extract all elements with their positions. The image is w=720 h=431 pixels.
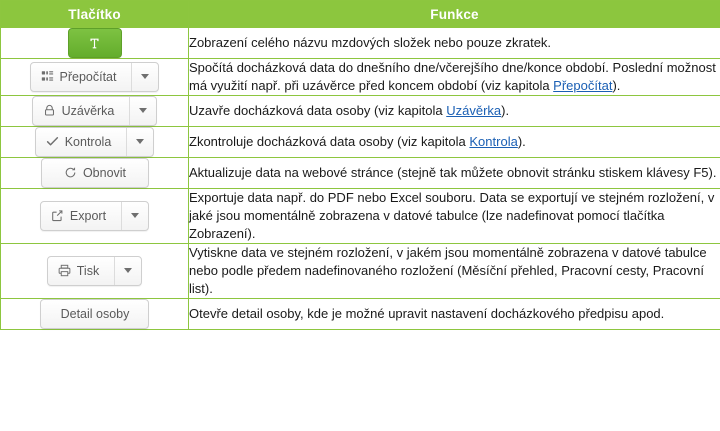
description-text: Exportuje data např. do PDF nebo Excel souboru. Data se exportují ve stejném rozložení, v jaké jsou momentálně zobrazena v datové tabulce (lze nadefinovat pomocí tlačítka Zobrazení). [189,189,715,241]
description-text: ). [612,77,621,93]
toolbar-button[interactable] [30,62,160,92]
caret-shape [141,74,149,79]
table-head [1,1,720,28]
table-row [1,188,720,243]
chevron-down-icon[interactable] [129,97,156,125]
export-icon [51,209,64,222]
toolbar-button[interactable] [41,158,149,188]
description-cell [189,157,720,188]
chapter-link[interactable]: Uzávěrka [446,102,502,118]
toolbar-button[interactable] [68,28,122,58]
check-icon [46,135,59,148]
description-text: Zkontroluje docházková data osoby (viz kapitola [189,133,470,149]
description-cell [189,126,720,157]
column-header-button: Tlačítko [1,1,189,28]
description-text: Zobrazení celého názvu mzdových složek nebo pouze zkratek. [189,35,552,51]
description-cell [189,28,720,59]
button-main-part[interactable] [54,159,135,187]
table-row [1,126,720,157]
chapter-link[interactable]: Přepočítat [553,77,613,93]
button-cell [1,95,189,126]
button-main-part[interactable] [33,97,124,125]
button-cell [1,298,189,329]
description-text: ). [501,102,510,118]
chevron-down-icon[interactable] [114,257,141,285]
refresh-icon [64,166,77,179]
button-label: Tisk [76,263,100,278]
button-label: Obnovit [82,165,127,180]
toolbar-button[interactable] [40,201,149,231]
toolbar-button[interactable] [35,127,155,157]
description-cell [189,95,720,126]
description-text: Spočítá docházková data do dnešního dne/včerejšího dne/konce období. Poslední možnost má využití např. při uzávěrce před koncem období (viz kapitola [189,60,716,93]
button-label: Přepočítat [59,69,117,84]
table-row [1,157,720,188]
description-cell [189,188,720,243]
caret-shape [136,139,144,144]
table-row [1,95,720,126]
column-header-function: Funkce [189,1,720,28]
lock-icon [43,104,56,117]
chapter-link[interactable]: Kontrola [469,133,518,149]
chevron-down-icon[interactable] [121,202,148,230]
description-cell [189,243,720,298]
caret-shape [139,108,147,113]
toolbar-button[interactable] [40,299,150,329]
description-text: Otevře detail osoby, kde je možné upravit nastavení docházkového předpisu apod. [189,305,665,321]
description-cell [189,298,720,329]
description-text: Aktualizuje data na webové stránce (stejně tak můžete obnovit stránku stiskem klávesy F5). [189,164,717,180]
button-cell [1,59,189,96]
table-body [1,28,720,330]
button-cell [1,157,189,188]
chevron-down-icon[interactable] [126,128,153,156]
button-label: Export [69,208,107,223]
button-main-part[interactable] [31,63,126,91]
description-cell [189,59,720,96]
button-main-part[interactable] [41,202,115,230]
caret-shape [131,213,139,218]
button-cell [1,126,189,157]
description-text: Vytiskne data ve stejném rozložení, v jakém jsou momentálně zobrazena v datové tabulce nebo podle předem nadefinovaného rozložení (Měsíční přehled, Pracovní cesty, Pracovní list). [189,244,707,296]
button-label: Kontrola [64,134,112,149]
table-header-row [1,1,720,28]
table-row [1,298,720,329]
button-label: Detail osoby [60,306,130,321]
button-cell [1,188,189,243]
description-text: ). [517,133,526,149]
button-main-part[interactable] [36,128,121,156]
button-cell [1,243,189,298]
grid-calc-icon [41,70,54,83]
caret-shape [124,268,132,273]
table-row [1,59,720,96]
button-cell [1,28,189,59]
description-text: Uzavře docházková data osoby (viz kapitola [189,102,447,118]
text-cursor-icon [88,37,101,50]
button-label: Uzávěrka [61,103,115,118]
printer-icon [58,264,71,277]
table-row [1,243,720,298]
toolbar-button[interactable] [32,96,158,126]
table-row [1,28,720,59]
toolbar-button[interactable] [47,256,142,286]
button-main-part[interactable] [51,300,139,328]
chevron-down-icon[interactable] [131,63,158,91]
button-main-part[interactable] [48,257,108,285]
